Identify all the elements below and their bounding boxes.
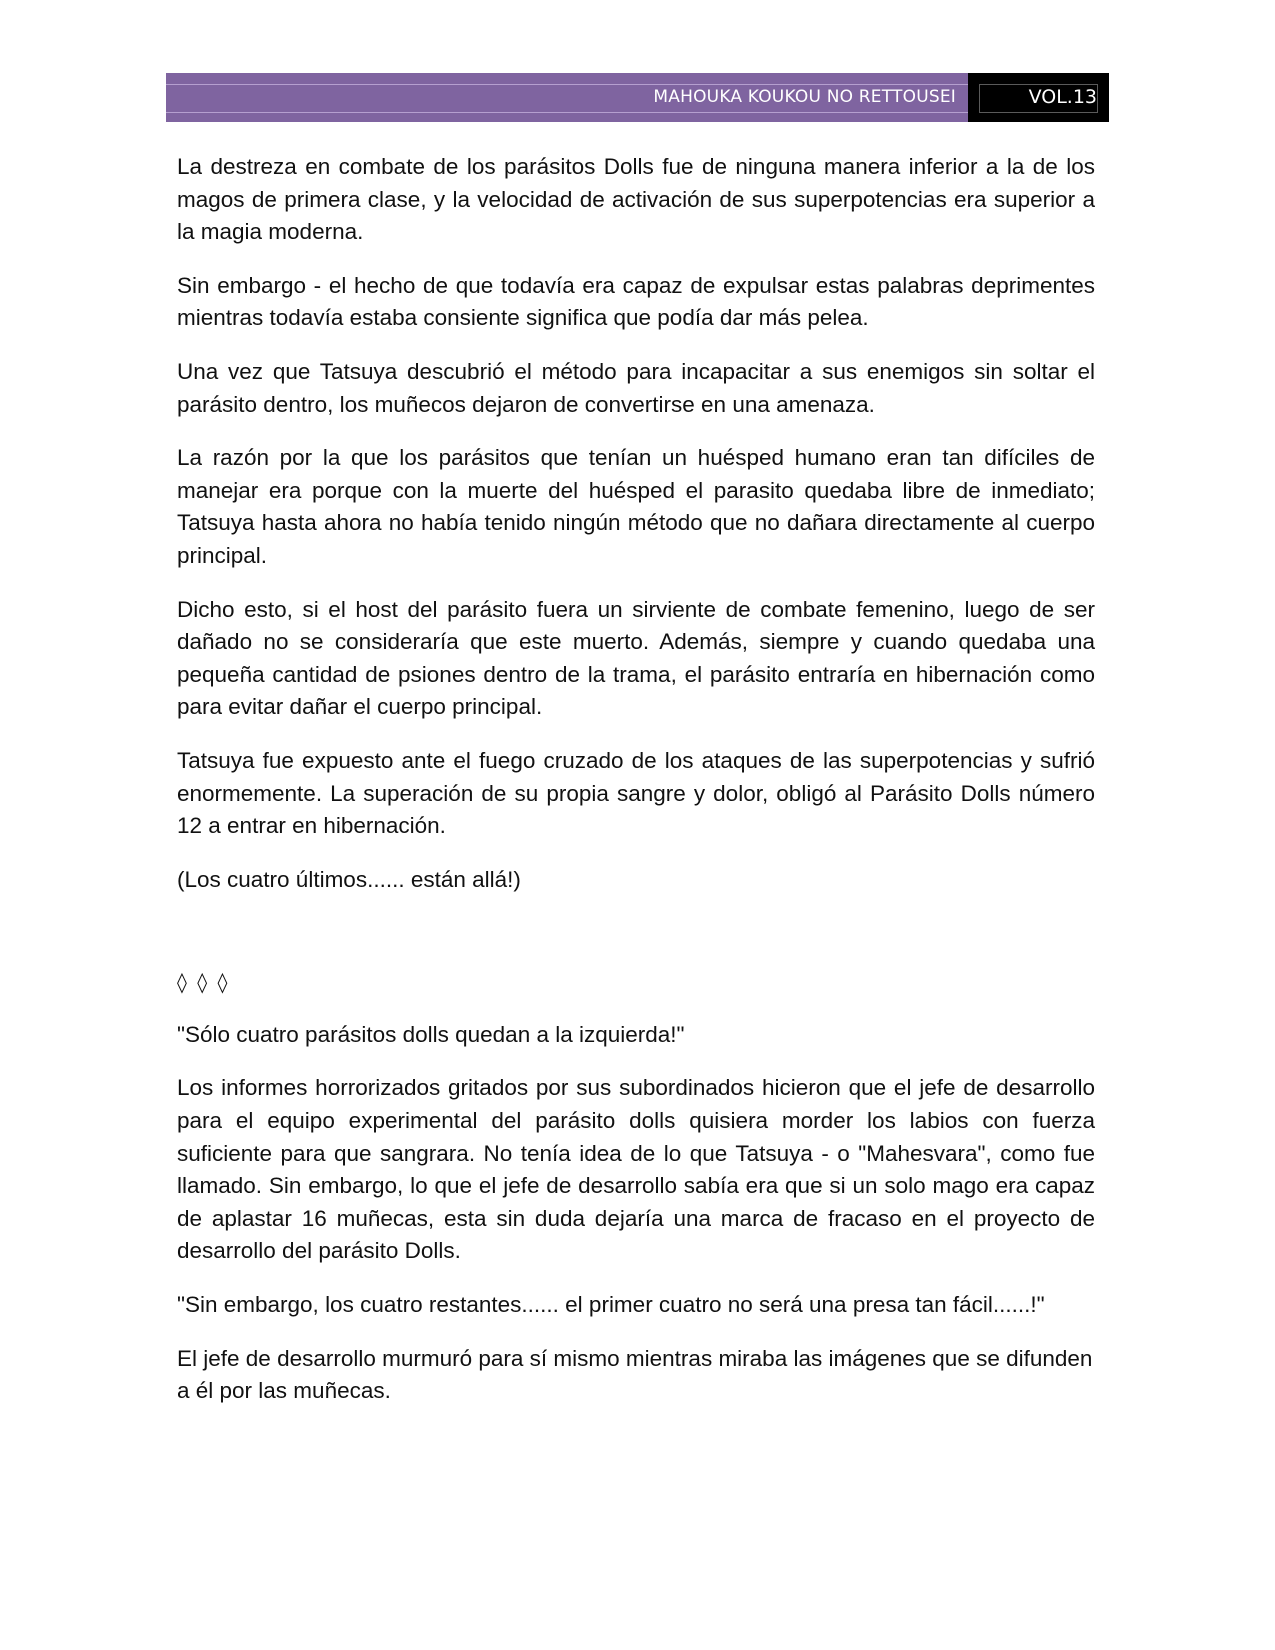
paragraph: Dicho esto, si el host del parásito fuera un sirviente de combate femenino, luego de ser dañado no se consideraría que este muerto. Además, siempre y cuando quedaba una pequeña cantidad de psiones dentro de la trama, el parásito entraría en hibernación como para evitar dañar el cuerpo principal. xyxy=(177,596,1095,720)
paragraph: La razón por la que los parásitos que tenían un huésped humano eran tan difíciles de manejar era porque con la muerte del huésped el parasito quedaba libre de inmediato; Tatsuya hasta ahora no había tenido ningún método que no dañara directamente al cuerpo principal. xyxy=(177,445,1095,568)
volume-rule-left xyxy=(979,84,980,112)
paragraph: "Sin embargo, los cuatro restantes...... el primer cuatro no será una presa tan fácil......!" xyxy=(177,1292,1045,1318)
paragraph: Los informes horrorizados gritados por sus subordinados hicieron que el jefe de desarrollo para el equipo experimental del parásito dolls quisiera morder los labios con fuerza suficiente para que sangrara. No tenía idea de lo que Tatsuya - o "Mahesvara", como fue llamado. Sin embargo, lo que el jefe de desarrollo sabía era que si un solo mago era capaz de aplastar 16 muñecas, esta sin duda dejaría una marca de fracaso en el proyecto de desarrollo del parásito Dolls. xyxy=(177,1075,1095,1264)
paragraph: Una vez que Tatsuya descubrió el método para incapacitar a sus enemigos sin soltar el parásito dentro, los muñecos dejaron de convertirse en una amenaza. xyxy=(177,358,1095,417)
paragraph: La destreza en combate de los parásitos Dolls fue de ninguna manera inferior a la de los magos de primera clase, y la velocidad de activación de sus superpotencias era superior a la magia moderna. xyxy=(177,154,1095,245)
volume-rule-right xyxy=(1097,84,1098,112)
paragraph: (Los cuatro últimos...... están allá!) xyxy=(177,866,521,892)
scene-break-separator: ◊ ◊ ◊ xyxy=(177,970,230,995)
series-title: MAHOUKA KOUKOU NO RETTOUSEI xyxy=(653,87,956,107)
header-volume-box xyxy=(968,73,1109,122)
volume-rule-bottom xyxy=(979,112,1098,113)
paragraph: El jefe de desarrollo murmuró para sí mismo mientras miraba las imágenes que se difunden a él por las muñecas. xyxy=(177,1345,1093,1404)
page-header xyxy=(166,73,1109,122)
paragraph: Sin embargo - el hecho de que todavía era capaz de expulsar estas palabras deprimentes mientras todavía estaba consiente significa que podía dar más pelea. xyxy=(177,272,1095,331)
page-body xyxy=(177,151,1095,1429)
header-rule-bottom xyxy=(166,112,968,113)
header-title-band xyxy=(166,73,968,122)
paragraph: "Sólo cuatro parásitos dolls quedan a la izquierda!" xyxy=(177,1021,685,1047)
paragraph: Tatsuya fue expuesto ante el fuego cruzado de los ataques de las superpotencias y sufrió enormemente. La superación de su propia sangre y dolor, obligó al Parásito Dolls número 12 a entrar en hibernación. xyxy=(177,747,1095,839)
volume-label: VOL.13 xyxy=(1028,86,1097,108)
